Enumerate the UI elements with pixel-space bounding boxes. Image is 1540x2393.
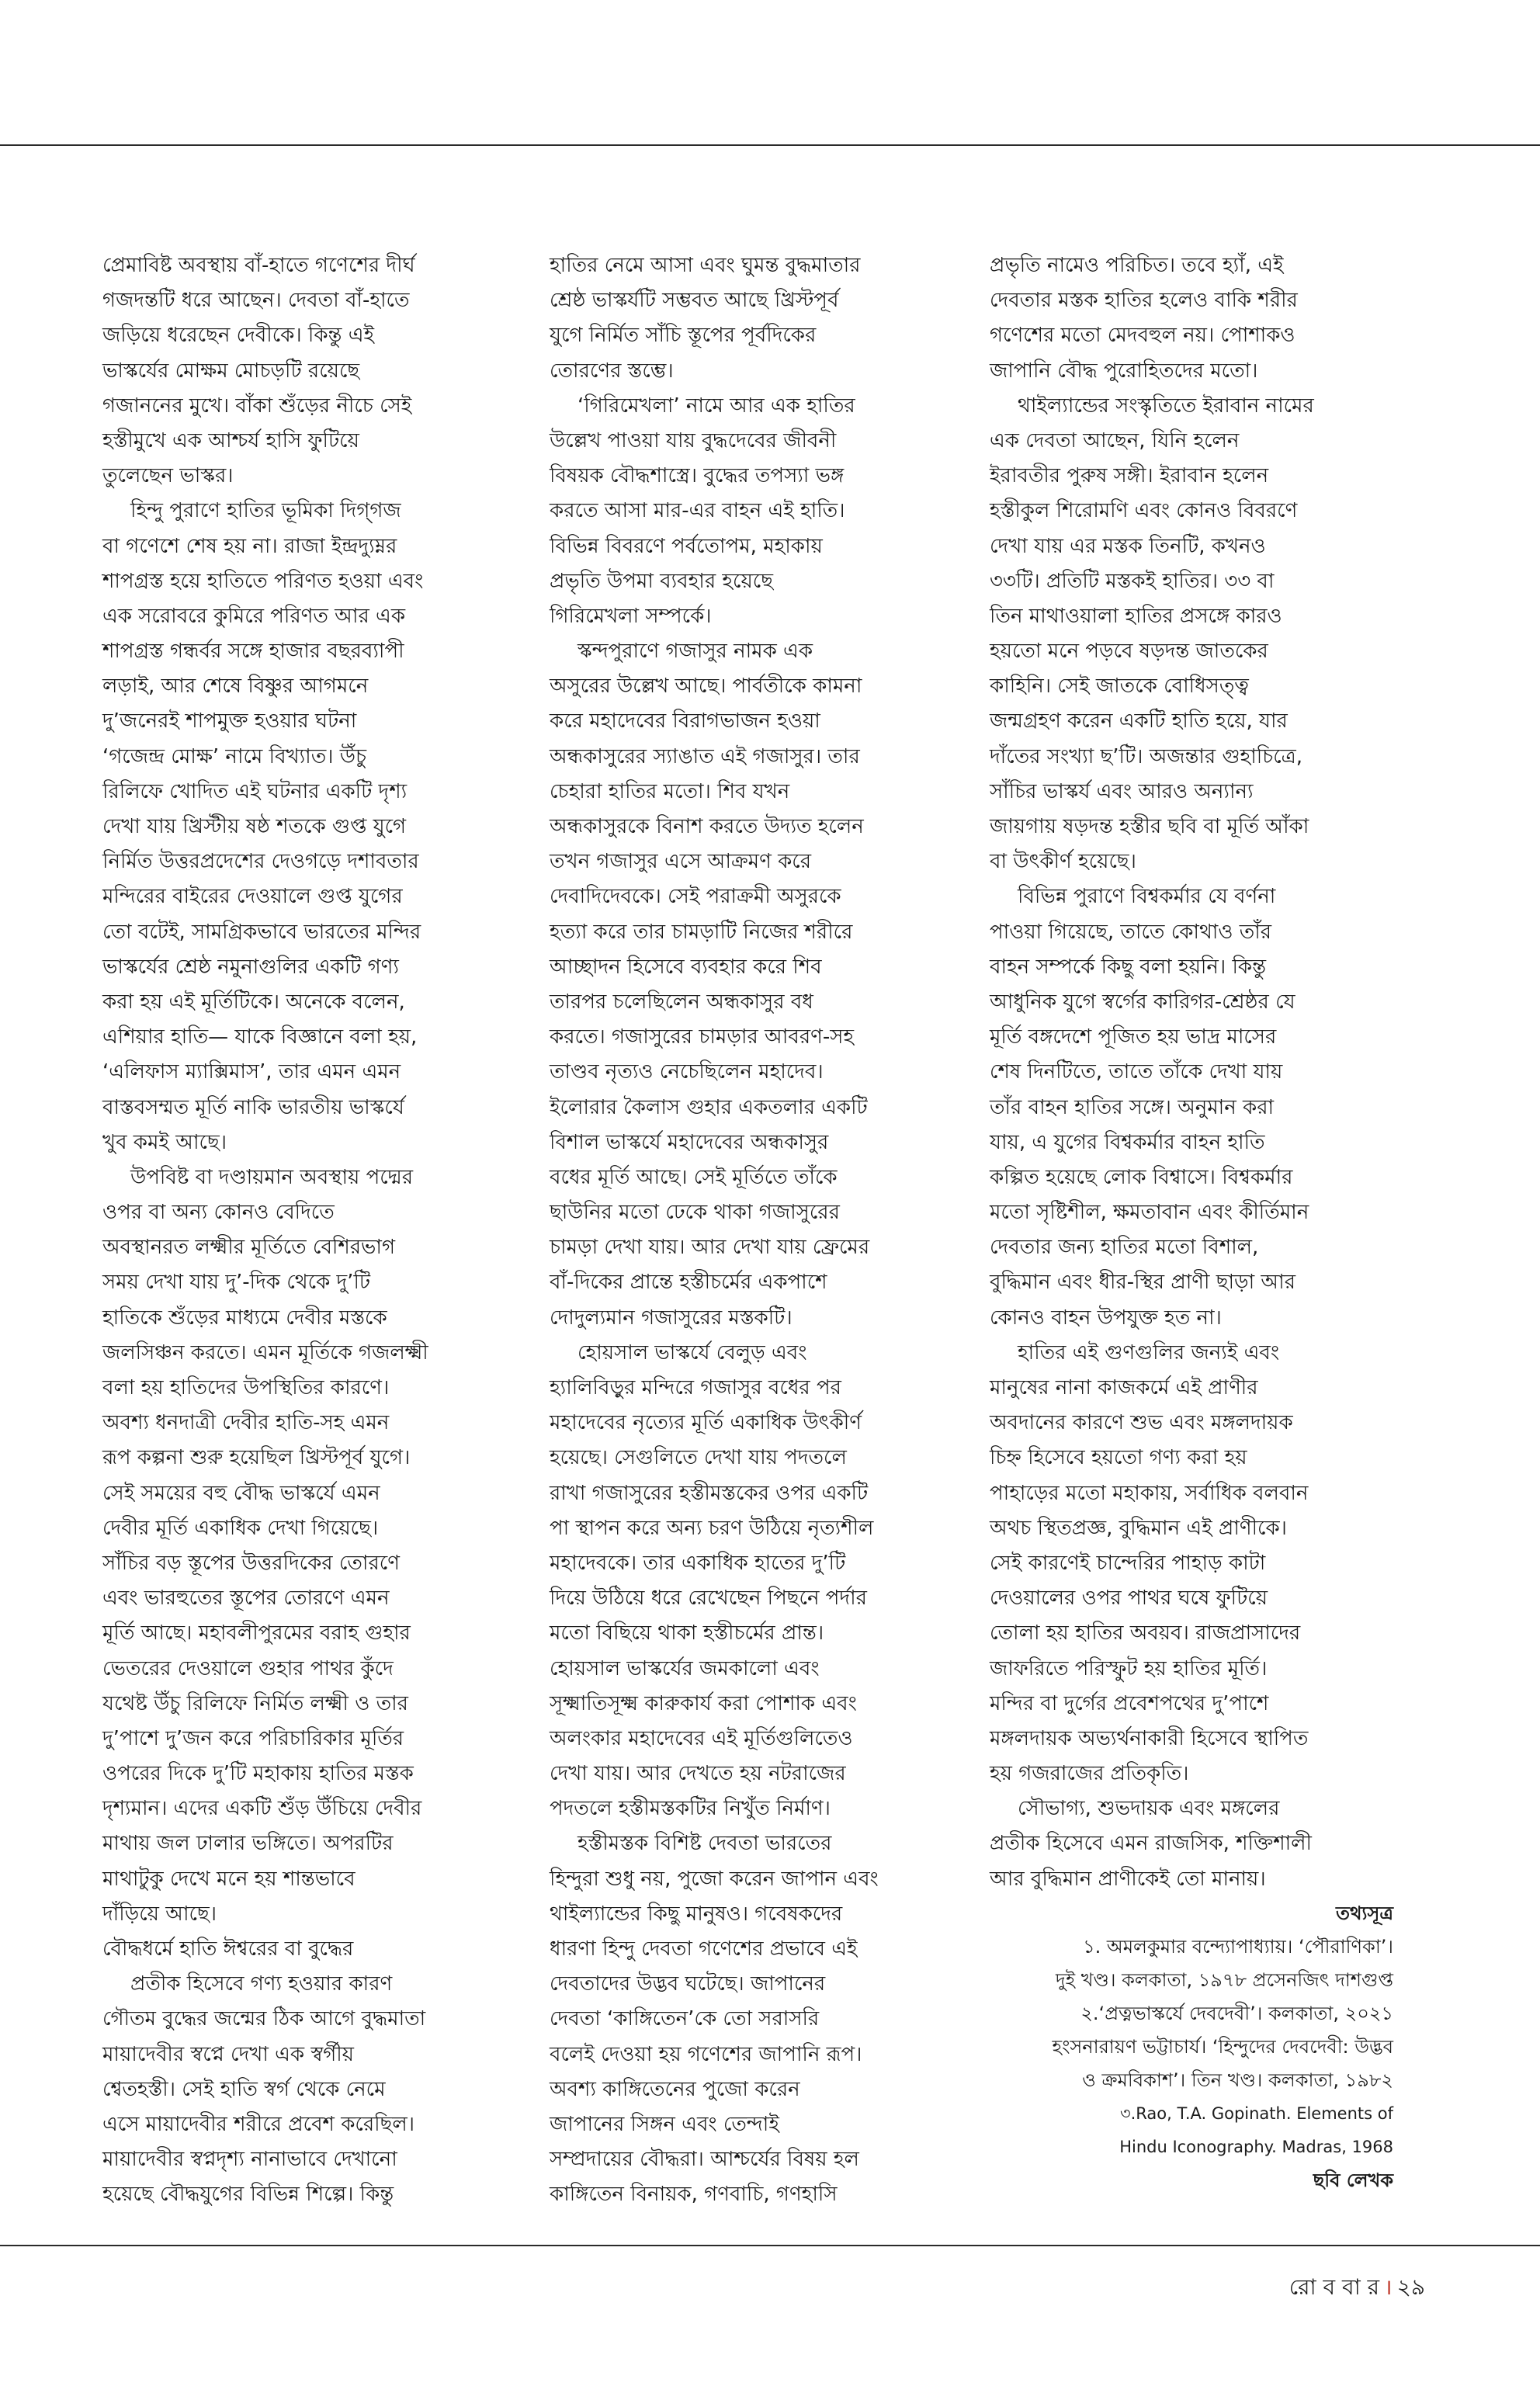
text-line: সেই কারণেই চান্দেরির পাহাড় কাটা xyxy=(990,1551,1266,1575)
text-line: করে মহাদেবের বিরাগভাজন হওয়া xyxy=(550,709,820,734)
text-line: দেবীর মূর্তি একাধিক দেখা গিয়েছে। xyxy=(102,1516,379,1540)
text-line: হাতির এই গুণগুলির জন্যই এবং xyxy=(1018,1340,1280,1365)
text-line: হ্যালিবিড়ুর মন্দিরে গজাসুর বধের পর xyxy=(550,1376,841,1399)
text-line: হস্তীমুখে এক আশ্চর্য হাসি ফুটিয়ে xyxy=(102,428,359,453)
text-line: হয়েছে। সেগুলিতে দেখা যায় পদতলে xyxy=(550,1446,847,1470)
text-line: অন্ধকাসুরের স্যাঙাত এই গজাসুর। তার xyxy=(550,744,860,768)
text-line: জাফরিতে পরিস্ফুট হয় হাতির মূর্তি। xyxy=(990,1656,1268,1680)
text-line: শেষ দিনটিতে, তাতে তাঁকে দেখা যায় xyxy=(990,1060,1283,1084)
text-line: রূপ কল্পনা শুরু হয়েছিল খ্রিস্টপূর্ব যুগে। xyxy=(102,1446,411,1470)
text-line: বা গণেশে শেষ হয় না। রাজা ইন্দ্রদ্যুম্নর xyxy=(102,534,397,558)
text-line: দেখা যায় এর মস্তক তিনটি, কখনও xyxy=(990,534,1266,558)
text-line: লড়াই, আর শেষে বিষ্ণুর আগমনে xyxy=(102,675,369,699)
text-line: বলেই দেওয়া হয় গণেশের জাপানি রূপ। xyxy=(550,2042,862,2066)
text-line: বাস্তবসম্মত মূর্তি নাকি ভারতীয় ভাস্কর্যে xyxy=(102,1095,404,1119)
article-column-3-body xyxy=(990,248,1393,1897)
text-line: মূর্তি বঙ্গদেশে পূজিত হয় ভাদ্র মাসের xyxy=(990,1025,1277,1049)
text-line: পা স্থাপন করে অন্য চরণ উঠিয়ে নৃত্যশীল xyxy=(550,1516,874,1540)
text-line: সময় দেখা যায় দু’-দিক থেকে দু’টি xyxy=(102,1271,371,1295)
text-line: থাইল্যান্ডের কিছু মানুষও। গবেষকদের xyxy=(550,1902,843,1926)
text-line: দু’পাশে দু’জন করে পরিচারিকার মূর্তির xyxy=(102,1726,404,1750)
text-line: এক দেবতা আছেন, যিনি হলেন xyxy=(990,428,1240,453)
text-line: হস্তীমস্তক বিশিষ্ট দেবতা ভারতের xyxy=(578,1832,832,1856)
text-line: চিহ্ন হিসেবে হয়তো গণ্য করা হয় xyxy=(990,1446,1247,1470)
text-line: দেবতা ‘কাঙ্গিতেন’কে তো সরাসরি xyxy=(550,2007,820,2031)
text-line: হাতিকে শুঁড়ের মাধ্যমে দেবীর মস্তকে xyxy=(102,1306,387,1330)
text-line: তোরণের স্তম্ভে। xyxy=(550,359,674,383)
text-line: তো বটেই, সামগ্রিকভাবে ভারতের মন্দির xyxy=(102,920,421,944)
text-line: অবশ্য ধনদাত্রী দেবীর হাতি-সহ এমন xyxy=(102,1411,390,1435)
text-line: স্কন্দপুরাণে গজাসুর নামক এক xyxy=(578,640,813,664)
text-line: মানুষের নানা কাজকর্মে এই প্রাণীর xyxy=(990,1376,1258,1399)
text-line: কাহিনি। সেই জাতকে বোধিসত্ত্ব xyxy=(990,675,1249,699)
text-line: বিষয়ক বৌদ্ধশাস্ত্রে। বুদ্ধের তপস্যা ভঙ্গ xyxy=(550,464,845,488)
text-line: দোদুল্যমান গজাসুরের মস্তকটি। xyxy=(550,1306,793,1330)
text-line: দেখা যায়। আর দেখতে হয় নটরাজের xyxy=(550,1762,846,1786)
reference-line: হংসনারায়ণ ভট্টাচার্য। ‘হিন্দুদের দেবদেবী: উদ্ভব xyxy=(1052,2035,1393,2058)
text-line: উল্লেখ পাওয়া যায় বুদ্ধদেবের জীবনী xyxy=(550,428,837,453)
text-line: দাঁড়িয়ে আছে। xyxy=(102,1902,217,1926)
text-line: বা উৎকীর্ণ হয়েছে। xyxy=(990,850,1136,874)
article-column-2 xyxy=(550,248,953,2213)
text-line: দু’জনেরই শাপমুক্ত হওয়ার ঘটনা xyxy=(102,709,357,734)
text-line: কোনও বাহন উপযুক্ত হত না। xyxy=(990,1306,1222,1330)
text-line: পাওয়া গিয়েছে, তাতে কোথাও তাঁর xyxy=(990,920,1272,944)
text-line: দাঁতের সংখ্যা ছ’টি। অজন্তার গুহাচিত্রে, xyxy=(990,744,1303,768)
text-line: জাপানের সিঙ্গন এবং তেন্দাই xyxy=(550,2112,779,2136)
text-line: এবং ভারহুতের স্তূপের তোরণে এমন xyxy=(102,1587,390,1611)
text-line: অবশ্য কাঙ্গিতেনের পুজো করেন xyxy=(550,2077,800,2101)
text-line: অবস্থানরত লক্ষ্মীর মূর্তিতে বেশিরভাগ xyxy=(102,1236,395,1260)
text-line: মায়াদেবীর স্বপ্নদৃশ্য নানাভাবে দেখানো xyxy=(102,2148,397,2172)
text-line: ইলোরার কৈলাস গুহার একতলার একটি xyxy=(550,1095,868,1119)
text-line: শ্বেতহস্তী। সেই হাতি স্বর্গ থেকে নেমে xyxy=(102,2077,386,2101)
text-line: থাইল্যান্ডের সংস্কৃতিতে ইরাবান নামের xyxy=(1018,394,1314,418)
article-column-3 xyxy=(990,248,1393,2197)
reference-line: ও ক্রমবিকাশ’। তিন খণ্ড। কলকাতা, ১৯৮২ xyxy=(1082,2069,1393,2091)
text-line: সৌভাগ্য, শুভদায়ক এবং মঙ্গলের xyxy=(1018,1797,1280,1821)
text-line: মূর্তি আছে। মহাবলীপুরমের বরাহ গুহার xyxy=(102,1621,411,1646)
text-line: বৌদ্ধধর্মে হাতি ঈশ্বরের বা বুদ্ধের xyxy=(102,1937,354,1961)
text-line: বিভিন্ন পুরাণে বিশ্বকর্মার যে বর্ণনা xyxy=(1018,885,1276,909)
text-line: শাপগ্রস্ত গন্ধর্বর সঙ্গে হাজার বছরব্যাপী xyxy=(102,640,404,664)
text-line: নির্মিত উত্তরপ্রদেশের দেওগড়ে দশাবতার xyxy=(102,850,419,874)
text-line: এক সরোবরে কুমিরে পরিণত আর এক xyxy=(102,604,406,628)
top-rule xyxy=(0,144,1540,146)
text-line: ভাস্কর্যের মোক্ষম মোচড়টি রয়েছে xyxy=(102,359,360,383)
text-line: সাঁচির ভাস্কর্য এবং আরও অন্যান্য xyxy=(990,779,1254,803)
text-line: তাঁর বাহন হাতির সঙ্গে। অনুমান করা xyxy=(990,1095,1275,1119)
text-line: অথচ স্থিতপ্রজ্ঞ, বুদ্ধিমান এই প্রাণীকে। xyxy=(990,1516,1287,1540)
text-line: তুলেছেন ভাস্কর। xyxy=(102,464,234,488)
text-line: কল্পিত হয়েছে লোক বিশ্বাসে। বিশ্বকর্মার xyxy=(990,1165,1293,1189)
text-line: ধারণা হিন্দু দেবতা গণেশের প্রভাবে এই xyxy=(550,1937,858,1961)
article-column-1 xyxy=(102,248,506,2213)
text-line: হোয়সাল ভাস্কর্যে বেলুড় এবং xyxy=(578,1340,807,1365)
references xyxy=(990,1897,1393,2197)
text-line: সেই সময়ের বহু বৌদ্ধ ভাস্কর্যে এমন xyxy=(102,1481,380,1505)
text-line: ‘এলিফাস ম্যাক্সিমাস’, তার এমন এমন xyxy=(102,1060,401,1084)
text-line: মতো বিছিয়ে থাকা হস্তীচর্মের প্রান্ত। xyxy=(550,1621,824,1646)
text-line: করা হয় এই মূর্তিটিকে। অনেকে বলেন, xyxy=(102,990,405,1014)
page-number: ২৯ xyxy=(1396,2274,1425,2300)
text-line: এশিয়ার হাতি— যাকে বিজ্ঞানে বলা হয়, xyxy=(102,1025,418,1049)
text-line: দেবতার মস্তক হাতির হলেও বাকি শরীর xyxy=(990,289,1298,313)
text-line: দৃশ্যমান। এদের একটি শুঁড় উঁচিয়ে দেবীর xyxy=(102,1797,422,1821)
text-line: গৌতম বুদ্ধের জন্মের ঠিক আগে বুদ্ধমাতা xyxy=(102,2007,426,2031)
text-line: অলংকার মহাদেবের এই মূর্তিগুলিতেও xyxy=(550,1726,853,1750)
text-line: সম্প্রদায়ের বৌদ্ধরা। আশ্চর্যের বিষয় হল xyxy=(550,2148,859,2172)
text-line: মন্দির বা দুর্গের প্রবেশপথের দু’পাশে xyxy=(990,1691,1269,1715)
text-line: হাতির নেমে আসা এবং ঘুমন্ত বুদ্ধমাতার xyxy=(550,254,861,277)
text-line: করতে। গজাসুরের চামড়ার আবরণ-সহ xyxy=(550,1025,855,1049)
text-line: হত্যা করে তার চামড়াটি নিজের শরীরে xyxy=(550,920,853,944)
text-line: হয়তো মনে পড়বে ষড়দন্ত জাতকের xyxy=(990,640,1268,664)
reference-line: Hindu Iconography. Madras, 1968 xyxy=(1119,2137,1393,2156)
text-line: শ্রেষ্ঠ ভাস্কর্যটি সম্ভবত আছে খ্রিস্টপূর্ব xyxy=(550,289,839,313)
text-line: হস্তীকুল শিরোমণি এবং কোনও বিবরণে xyxy=(990,499,1298,523)
text-line: মায়াদেবীর স্বপ্নে দেখা এক স্বর্গীয় xyxy=(102,2042,354,2066)
text-line: এসে মায়াদেবীর শরীরে প্রবেশ করেছিল। xyxy=(102,2112,414,2136)
text-line: জন্মগ্রহণ করেন একটি হাতি হয়ে, যার xyxy=(990,709,1288,734)
reference-line: ১. অমলকুমার বন্দ্যোপাধ্যায়। ‘পৌরাণিকা’। xyxy=(1083,1935,1393,1958)
text-line: প্রভৃতি উপমা ব্যবহার হয়েছে xyxy=(550,569,774,593)
text-line: প্রেমাবিষ্ট অবস্থায় বাঁ-হাতে গণেশের দীর্ঘ xyxy=(102,254,415,277)
text-line: মহাদেবকে। তার একাধিক হাতের দু’টি xyxy=(550,1551,846,1575)
text-line: মন্দিরের বাইরের দেওয়ালে গুপ্ত যুগের xyxy=(102,885,403,909)
text-line: ৩৩টি। প্রতিটি মস্তকই হাতির। ৩৩ বা xyxy=(990,569,1275,593)
text-line: আধুনিক যুগে স্বর্গের কারিগর-শ্রেষ্ঠর যে xyxy=(990,990,1295,1014)
text-line: পাহাড়ের মতো মহাকায়, সর্বাধিক বলবান xyxy=(990,1481,1309,1505)
text-line: মঙ্গলদায়ক অভ্যর্থনাকারী হিসেবে স্থাপিত xyxy=(990,1726,1309,1750)
text-line: গণেশের মতো মেদবহুল নয়। পোশাকও xyxy=(990,324,1295,348)
text-line: তিন মাথাওয়ালা হাতির প্রসঙ্গে কারও xyxy=(990,604,1282,628)
text-line: সূক্ষ্মাতিসূক্ষ্ম কারুকার্য করা পোশাক এবং xyxy=(550,1691,857,1715)
text-line: দেবাদিদেবকে। সেই পরাক্রমী অসুরকে xyxy=(550,885,841,909)
text-line: ছাউনির মতো ঢেকে থাকা গজাসুরের xyxy=(550,1201,840,1225)
text-line: খুব কমই আছে। xyxy=(102,1130,227,1154)
text-line: ওপর বা অন্য কোনও বেদিতে xyxy=(102,1201,335,1225)
text-line: আচ্ছাদন হিসেবে ব্যবহার করে শিব xyxy=(550,955,822,979)
text-line: প্রভৃতি নামেও পরিচিত। তবে হ্যাঁ, এই xyxy=(990,254,1284,277)
text-line: তখন গজাসুর এসে আক্রমণ করে xyxy=(550,850,812,874)
text-line: কাঙ্গিতেন বিনায়ক, গণবাচি, গণহাসি xyxy=(550,2183,838,2207)
text-line: আর বুদ্ধিমান প্রাণীকেই তো মানায়। xyxy=(990,1867,1266,1891)
text-line: মতো সৃষ্টিশীল, ক্ষমতাবান এবং কীর্তিমান xyxy=(990,1201,1309,1225)
text-line: উপবিষ্ট বা দণ্ডায়মান অবস্থায় পদ্মের xyxy=(130,1165,414,1189)
text-line: অন্ধকাসুরকে বিনাশ করতে উদ্যত হলেন xyxy=(550,815,864,838)
text-line: যুগে নির্মিত সাঁচি স্তূপের পূর্বদিকের xyxy=(550,324,817,348)
page-folio xyxy=(1289,2270,1425,2307)
text-line: রিলিফে খোদিত এই ঘটনার একটি দৃশ্য xyxy=(102,779,408,803)
photo-credit: ছবি লেখক xyxy=(1313,2169,1393,2191)
text-line: চেহারা হাতির মতো। শিব যখন xyxy=(550,779,790,803)
text-line: জড়িয়ে ধরেছেন দেবীকে। কিন্তু এই xyxy=(102,324,375,348)
reference-line: দুই খণ্ড। কলকাতা, ১৯৭৮ প্রসেনজিৎ দাশগুপ্ত xyxy=(1056,1968,1393,1991)
references-heading: তথ্যসূত্র xyxy=(1336,1902,1393,1924)
text-line: করতে আসা মার-এর বাহন এই হাতি। xyxy=(550,499,845,523)
reference-line: ২.‘প্রত্নভাস্কর্যে দেবদেবী’। কলকাতা, ২০২১ xyxy=(1080,2002,1393,2024)
text-line: ভেতরের দেওয়ালে গুহার পাথর কুঁদে xyxy=(102,1656,394,1680)
text-line: হিন্দু পুরাণে হাতির ভূমিকা দিগ্‌গজ xyxy=(130,499,401,523)
text-line: প্রতীক হিসেবে এমন রাজসিক, শক্তিশালী xyxy=(990,1832,1312,1856)
text-line: বলা হয় হাতিদের উপস্থিতির কারণে। xyxy=(102,1376,390,1399)
text-line: দেখা যায় খ্রিস্টীয় ষষ্ঠ শতকে গুপ্ত যুগে xyxy=(102,815,407,838)
text-line: হিন্দুরা শুধু নয়, পুজো করেন জাপান এবং xyxy=(550,1867,879,1891)
text-line: দেওয়ালের ওপর পাথর ঘষে ফুটিয়ে xyxy=(990,1587,1268,1611)
text-line: প্রতীক হিসেবে গণ্য হওয়ার কারণ xyxy=(130,1972,393,1996)
text-line: ওপরের দিকে দু’টি মহাকায় হাতির মস্তক xyxy=(102,1762,414,1786)
text-line: মহাদেবের নৃত্যের মূর্তি একাধিক উৎকীর্ণ xyxy=(550,1411,862,1435)
text-line: ‘গজেন্দ্র মোক্ষ’ নামে বিখ্যাত। উঁচু xyxy=(102,744,367,768)
publication-name: রো ব বা র xyxy=(1289,2274,1379,2300)
text-line: গজদন্তটি ধরে আছেন। দেবতা বাঁ-হাতে xyxy=(102,289,410,313)
reference-line: ৩.Rao, T.A. Gopinath. Elements of xyxy=(1119,2103,1393,2123)
text-line: বিভিন্ন বিবরণে পর্বতোপম, মহাকায় xyxy=(550,534,823,558)
text-line: তারপর চলেছিলেন অন্ধকাসুর বধ xyxy=(550,990,813,1014)
text-line: ভাস্কর্যের শ্রেষ্ঠ নমুনাগুলির একটি গণ্য xyxy=(102,955,399,979)
text-line: মাথায় জল ঢালার ভঙ্গিতে। অপরটির xyxy=(102,1832,394,1856)
text-line: তোলা হয় হাতির অবয়ব। রাজপ্রাসাদের xyxy=(990,1621,1301,1646)
text-line: হোয়সাল ভাস্কর্যের জমকালো এবং xyxy=(550,1656,820,1680)
text-line: ইরাবতীর পুরুষ সঙ্গী। ইরাবান হলেন xyxy=(990,464,1269,488)
text-line: তাণ্ডব নৃত্যও নেচেছিলেন মহাদেব। xyxy=(550,1060,824,1084)
text-line: মাথাটুকু দেখে মনে হয় শান্তভাবে xyxy=(102,1867,356,1891)
text-line: বাহন সম্পর্কে কিছু বলা হয়নি। কিন্তু xyxy=(990,955,1266,979)
text-line: দিয়ে উঠিয়ে ধরে রেখেছেন পিছনে পর্দার xyxy=(550,1587,867,1611)
text-line: সাঁচির বড় স্তূপের উত্তরদিকের তোরণে xyxy=(102,1551,400,1575)
text-line: চামড়া দেখা যায়। আর দেখা যায় ফ্রেমের xyxy=(550,1236,870,1260)
text-line: বুদ্ধিমান এবং ধীর-স্থির প্রাণী ছাড়া আর xyxy=(990,1271,1296,1295)
text-line: জাপানি বৌদ্ধ পুরোহিতদের মতো। xyxy=(990,359,1258,383)
text-line: দেবতার জন্য হাতির মতো বিশাল, xyxy=(990,1236,1259,1260)
bottom-rule xyxy=(0,2245,1540,2246)
text-line: দেবতাদের উদ্ভব ঘটেছে। জাপানের xyxy=(550,1972,826,1996)
text-line: যথেষ্ট উঁচু রিলিফে নির্মিত লক্ষ্মী ও তার xyxy=(102,1691,408,1715)
text-line: জলসিঞ্চন করতে। এমন মূর্তিকে গজলক্ষ্মী xyxy=(102,1340,428,1365)
text-line: ‘গিরিমেখলা’ নামে আর এক হাতির xyxy=(578,394,855,418)
text-line: বাঁ-দিকের প্রান্তে হস্তীচর্মের একপাশে xyxy=(550,1271,827,1295)
text-line: শাপগ্রস্ত হয়ে হাতিতে পরিণত হওয়া এবং xyxy=(102,569,424,593)
text-line: পদতলে হস্তীমস্তকটির নিখুঁত নির্মাণ। xyxy=(550,1797,831,1821)
text-line: গিরিমেখলা সম্পর্কে। xyxy=(550,604,712,628)
text-line: অবদানের কারণে শুভ এবং মঙ্গলদায়ক xyxy=(990,1411,1293,1435)
text-line: বিশাল ভাস্কর্যে মহাদেবের অন্ধকাসুর xyxy=(550,1130,829,1154)
text-line: হয়েছে বৌদ্ধযুগের বিভিন্ন শিল্পে। কিন্তু xyxy=(102,2183,394,2207)
folio-separator: । xyxy=(1384,2274,1393,2300)
text-line: রাখা গজাসুরের হস্তীমস্তকের ওপর একটি xyxy=(550,1481,869,1505)
text-line: বধের মূর্তি আছে। সেই মূর্তিতে তাঁকে xyxy=(550,1165,838,1189)
text-line: হয় গজরাজের প্রতিকৃতি। xyxy=(990,1762,1189,1786)
text-line: গজাননের মুখে। বাঁকা শুঁড়ের নীচে সেই xyxy=(102,394,412,418)
text-line: অসুরের উল্লেখ আছে। পার্বতীকে কামনা xyxy=(550,675,862,699)
text-line: জায়গায় ষড়দন্ত হস্তীর ছবি বা মূর্তি আঁকা xyxy=(990,815,1309,838)
text-line: যায়, এ যুগের বিশ্বকর্মার বাহন হাতি xyxy=(990,1130,1265,1154)
